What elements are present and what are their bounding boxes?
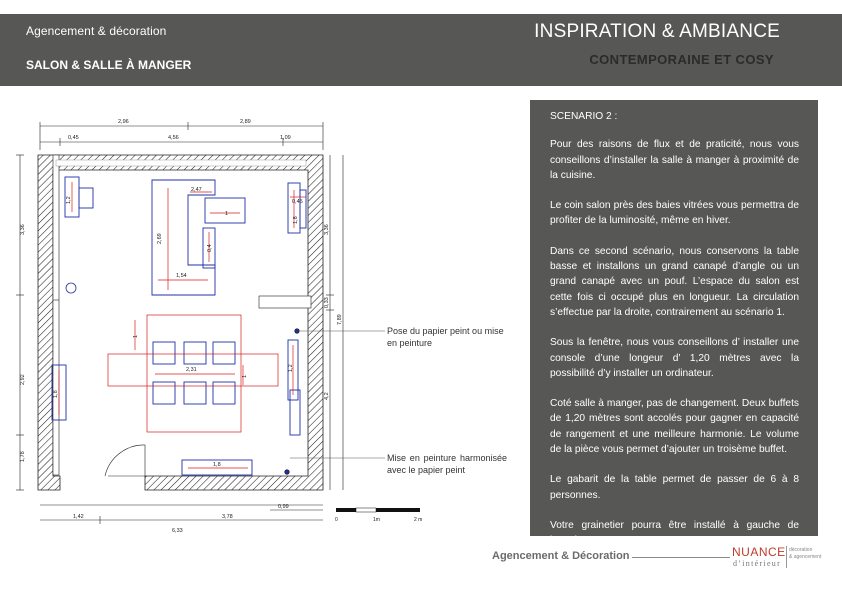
logo-tagline xyxy=(789,547,821,561)
scale-0: 0 xyxy=(335,517,338,523)
logo-separator xyxy=(786,546,787,568)
label-sofa-long: 2,69 xyxy=(157,233,163,244)
annotation-wallpaper: Pose du papier peint ou mise en peinture xyxy=(387,326,504,348)
furniture xyxy=(52,177,306,475)
dim-bottom-2: 1,42 xyxy=(73,514,84,520)
dim-left-2: 2,92 xyxy=(20,374,26,385)
logo-sub: d’intérieur xyxy=(733,559,782,568)
label-left-console: 1,2 xyxy=(66,196,72,204)
scale-1m: 1m xyxy=(373,517,380,523)
walls xyxy=(38,155,323,490)
logo-main: NUANCE xyxy=(732,545,786,559)
footer-label: Agencement & Décoration xyxy=(492,550,630,562)
dim-right-outer: 7,89 xyxy=(337,314,343,325)
label-table-width: 1 xyxy=(242,374,248,378)
label-left-buffet: 1,8 xyxy=(53,390,59,398)
logo-tag-1: décoration xyxy=(789,547,813,553)
scenario-panel xyxy=(530,100,818,547)
panel-paragraph: Le coin salon près des baies vitrées vous permettra de profiter de la luminosité, même en hiver. xyxy=(550,200,799,227)
label-sofa-top: 2,47 xyxy=(191,187,202,193)
dimension-labels xyxy=(20,119,343,534)
dim-left-1: 3,36 xyxy=(20,224,26,235)
dim-right-1: 3,36 xyxy=(324,224,330,235)
dim-bottom-3: 3,78 xyxy=(222,514,233,520)
dim-top-4: 4,56 xyxy=(168,135,179,141)
label-right-console-b: 0,45 xyxy=(292,199,303,205)
dim-top-2: 2,89 xyxy=(240,119,251,125)
annotation-paint: Mise en peinture harmonisée avec le papier peint xyxy=(387,453,507,475)
header-subtitle: CONTEMPORAINE ET COSY xyxy=(589,52,774,67)
label-table-area: 1 xyxy=(133,334,139,338)
dim-left-3: 1,78 xyxy=(20,451,26,462)
dim-top-3: 0,45 xyxy=(68,135,79,141)
label-sofa-width: 1,54 xyxy=(176,273,187,279)
scenario-title: SCENARIO 2 : xyxy=(550,111,618,122)
label-right-console-a: 1,8 xyxy=(293,216,299,224)
dining-area xyxy=(59,182,306,468)
label-table-length: 2,31 xyxy=(186,367,197,373)
dim-right-3: 4,2 xyxy=(324,392,330,400)
scale-2m: 2 m xyxy=(414,517,423,523)
panel-paragraph: Sous la fenêtre, nous vous conseillons d’ installer une console d’une longeur d’ 1,20 mètres avec la possibilité d’y installer un ordinateur. xyxy=(550,337,799,379)
panel-paragraph: Pour des raisons de flux et de praticité, nous vous conseillons d’installer la salle à manger à proximité de la cuisine. xyxy=(550,139,799,181)
header-title: INSPIRATION & AMBIANCE xyxy=(534,21,780,42)
header-bar xyxy=(0,14,842,86)
dim-right-2: 0,33 xyxy=(324,297,330,308)
label-sofa-vertical: 0,4 xyxy=(207,244,213,252)
footer-divider xyxy=(632,557,730,558)
scale-bar xyxy=(335,508,422,523)
label-right-buffet: 1,2 xyxy=(288,364,294,372)
label-pouf: 1 xyxy=(225,211,229,217)
panel-paragraph: Coté salle à manger, pas de changement. Deux buffets de 1,20 mètres sont accolés pour gagner en capacité de rangement et une meilleure harmonie. Le volume de la pièce vous permet d’ajouter un troisème buffet. xyxy=(550,398,799,456)
dim-bottom-1: 0,99 xyxy=(278,504,289,510)
label-bottom-buffet: 1,8 xyxy=(213,462,221,468)
logo-tag-2: & agencement xyxy=(789,554,822,560)
dim-bottom-4: 6,33 xyxy=(172,528,183,534)
dim-top-5: 1,09 xyxy=(280,135,291,141)
header-room: SALON & SALLE À MANGER xyxy=(26,58,192,72)
header-category: Agencement & décoration xyxy=(26,24,167,38)
annotation-lines xyxy=(290,331,385,458)
panel-paragraph: Le gabarit de la table permet de passer de 6 à 8 personnes. xyxy=(550,474,799,501)
panel-paragraph: Dans ce second scénario, nous conservons la table basse et installons un grand canapé d’angle ou un grand canapé avec un pouf. L’espace du salon est cette fois ci occupé plus en longueur. La circulation s’effectue par la droite, contrairement au scénario 1. xyxy=(550,245,799,318)
dim-top-1: 2,96 xyxy=(118,119,129,125)
panel-paragraph: Votre grainetier pourra être installé à gauche de l’entrée. xyxy=(550,519,799,547)
furniture-labels xyxy=(53,187,303,468)
